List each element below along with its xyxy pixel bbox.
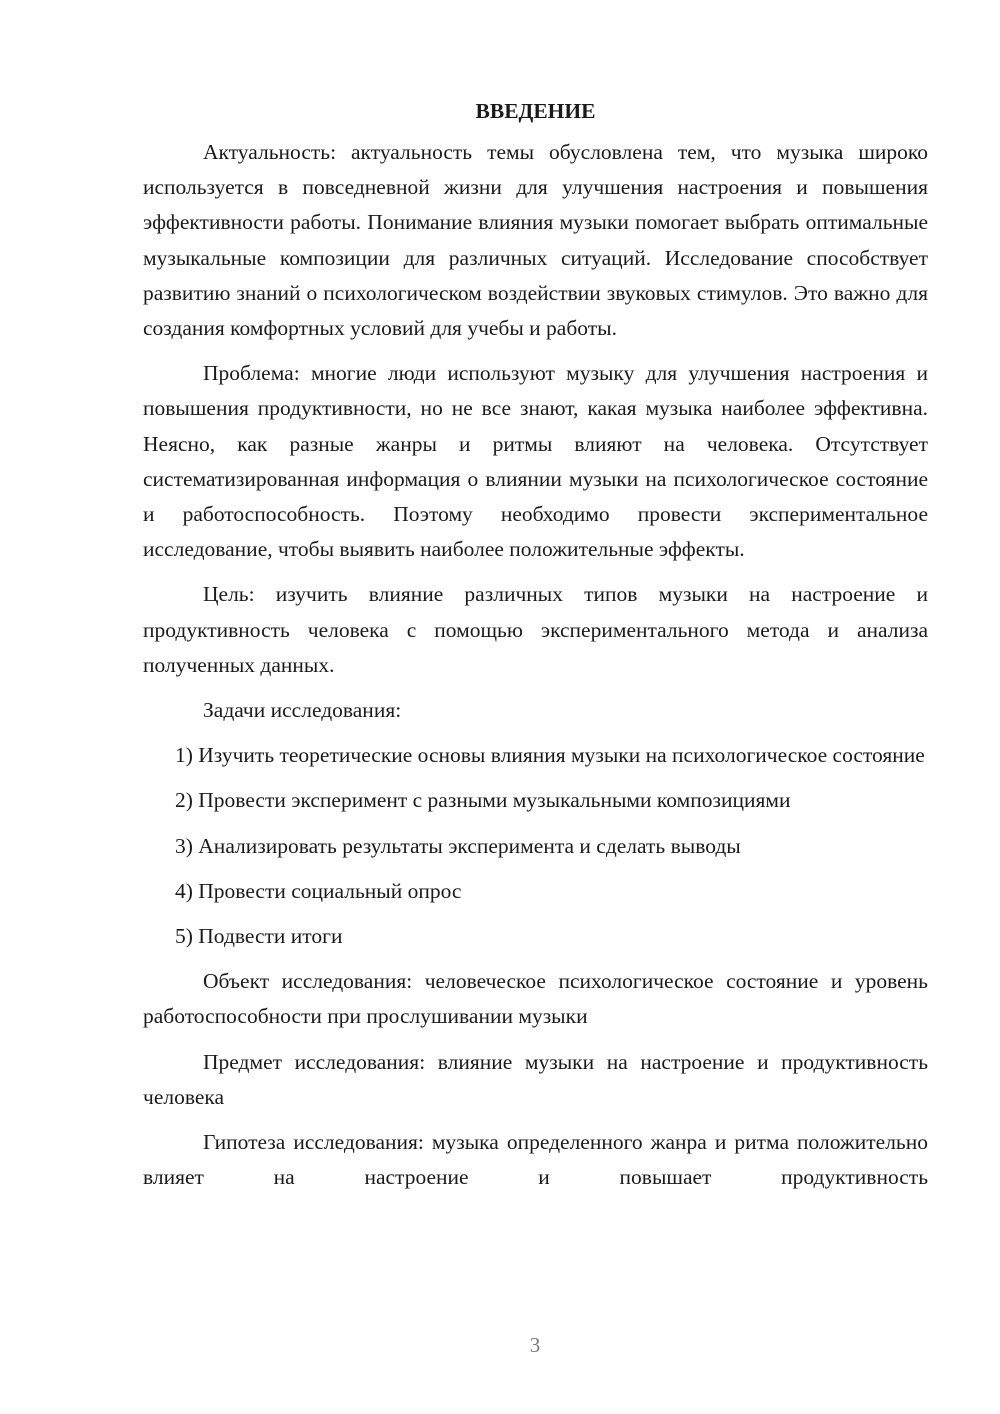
page-content — [143, 94, 928, 1195]
page-number: 3 — [529, 1333, 541, 1357]
hypothesis-paragraph: Гипотеза исследования: музыка определенного жанра и ритма положительно влияет на настроение и повышает продуктивность — [143, 1130, 928, 1190]
tasks-heading: Задачи исследования: — [203, 698, 402, 723]
task-item-4: 4) Провести социальный опрос — [175, 878, 462, 903]
task-item-1: 1) Изучить теоретические основы влияния музыки на психологическое состояние — [175, 743, 925, 768]
subject-paragraph: Предмет исследования: влияние музыки на настроение и продуктивность человека — [143, 1049, 928, 1109]
relevance-paragraph: Актуальность: актуальность темы обусловлена тем, что музыка широко используется в повседневной жизни для улучшения настроения и повышения эффективности работы. Понимание влияния музыки помогает выбрать оптимальные музыкальные композиции для различных ситуаций. Исследование способствует развитию знаний о психологическом воздействии звуковых стимулов. Это важно для создания комфортных условий для учебы и работы. — [143, 140, 928, 341]
problem-paragraph: Проблема: многие люди используют музыку для улучшения настроения и повышения продуктивности, но не все знают, какая музыка наиболее эффективна. Неясно, как разные жанры и ритмы влияют на человека. Отсутствует систематизированная информация о влиянии музыки на психологическое состояние и работоспособность. Поэтому необходимо провести экспериментальное исследование, чтобы выявить наиболее положительные эффекты. — [143, 361, 928, 562]
task-item-3: 3) Анализировать результаты эксперимента и сделать выводы — [175, 833, 741, 858]
goal-paragraph: Цель: изучить влияние различных типов музыки на настроение и продуктивность человека с помощью экспериментального метода и анализа полученных данных. — [143, 582, 928, 677]
section-title: ВВЕДЕНИЕ — [475, 99, 596, 123]
task-item-2: 2) Провести эксперимент с разными музыкальными композициями — [175, 788, 791, 813]
object-paragraph: Объект исследования: человеческое психологическое состояние и уровень работоспособности при прослушивании музыки — [143, 969, 928, 1029]
task-item-5: 5) Подвести итоги — [175, 924, 343, 949]
